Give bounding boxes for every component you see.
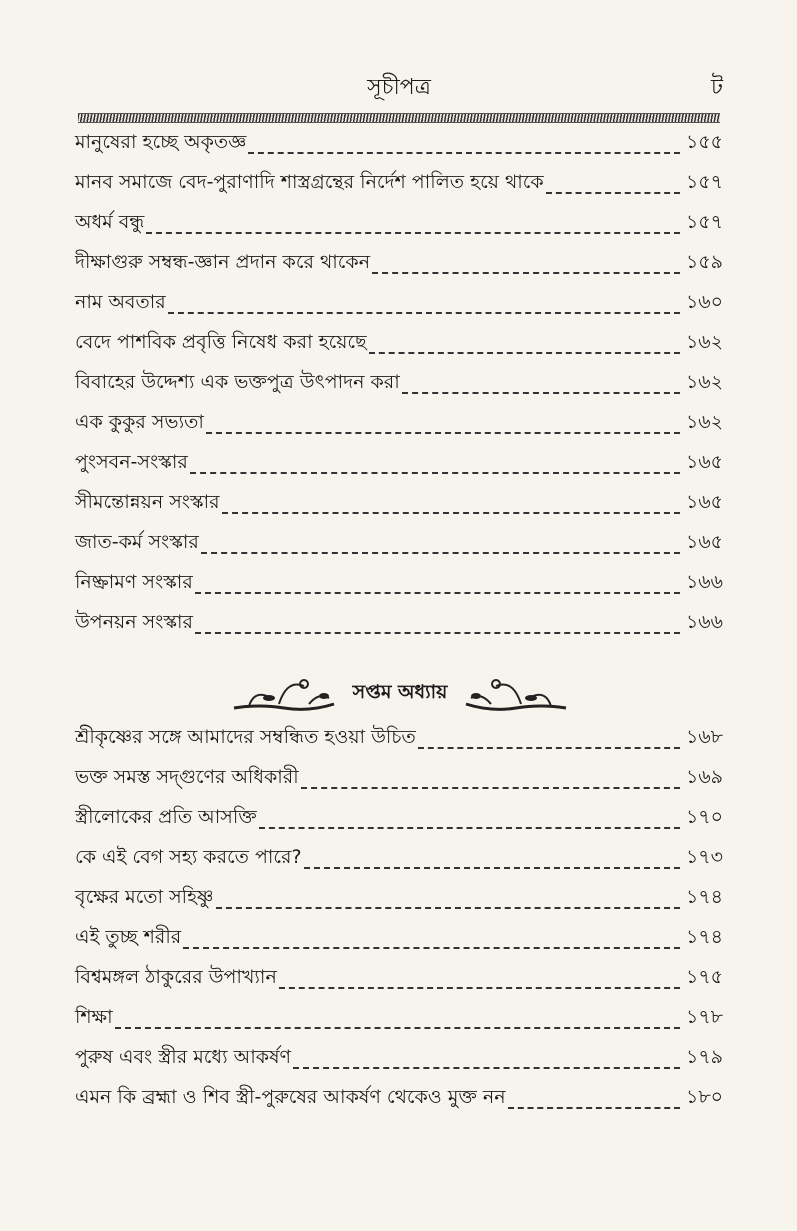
- toc-entry-title: কে এই বেগ সহ্য করতে পারে?: [75, 846, 302, 868]
- toc-entry: [75, 120, 723, 160]
- toc-entry-title: এক কুকুর সভ্যতা: [75, 411, 204, 433]
- toc-section-1: [75, 120, 723, 640]
- toc-entry: [75, 320, 723, 360]
- toc-entry-page: ১৬৬: [685, 571, 723, 593]
- toc-entry-title: স্ত্রীলোকের প্রতি আসক্তি: [75, 806, 257, 828]
- toc-entry-page: ১৭৫: [685, 966, 723, 988]
- toc-entry-page: ১৬২: [685, 371, 723, 393]
- dotted-leader: [168, 312, 680, 314]
- toc-entry: [75, 835, 723, 875]
- dotted-leader: [304, 867, 680, 869]
- dotted-leader: [183, 947, 680, 949]
- toc-entry-title: উপনয়ন সংস্কার: [75, 611, 193, 633]
- dotted-leader: [279, 987, 680, 989]
- toc-entry-page: ১৫৭: [685, 211, 723, 233]
- floral-ornament-right-icon: [461, 674, 571, 714]
- chapter-heading: [220, 672, 580, 716]
- toc-entry-title: বিবাহের উদ্দেশ্য এক ভক্তপুত্র উৎপাদন করা: [75, 371, 400, 393]
- toc-entry-page: ১৫৭: [685, 171, 723, 193]
- toc-entry-title: মানব সমাজে বেদ-পুরাণাদি শাস্ত্রগ্রন্থের নির্দেশ পালিত হয়ে থাকে: [75, 171, 544, 193]
- dotted-leader: [222, 512, 680, 514]
- dotted-leader: [546, 192, 680, 194]
- toc-entry: [75, 160, 723, 200]
- toc-entry-page: ১৬৯: [685, 766, 723, 788]
- toc-entry-title: শ্রীকৃষ্ণের সঙ্গে আমাদের সম্বন্ধিত হওয়া উচিত: [75, 726, 416, 748]
- dotted-leader: [508, 1107, 680, 1109]
- dotted-leader: [201, 552, 680, 554]
- toc-entry: [75, 280, 723, 320]
- toc-entry-page: ১৬০: [685, 291, 723, 313]
- page-header: [75, 70, 723, 104]
- dotted-leader: [301, 787, 680, 789]
- toc-entry-page: ১৬৫: [685, 531, 723, 553]
- dotted-leader: [190, 472, 680, 474]
- toc-entry-page: ১৬৬: [685, 611, 723, 633]
- toc-entry: [75, 915, 723, 955]
- dotted-leader: [206, 432, 680, 434]
- dotted-leader: [115, 1027, 680, 1029]
- toc-entry-title: পুরুষ এবং স্ত্রীর মধ্যে আকর্ষণ: [75, 1046, 292, 1068]
- toc-entry: [75, 955, 723, 995]
- dotted-leader: [146, 232, 680, 234]
- toc-entry: [75, 1075, 723, 1115]
- toc-entry-title: অধর্ম বন্ধু: [75, 211, 145, 233]
- dotted-leader: [369, 352, 680, 354]
- chapter-title: সপ্তম অধ্যায়: [352, 681, 448, 703]
- toc-entry-page: ১৫৫: [686, 131, 723, 153]
- toc-entry-page: ১৬৫: [685, 451, 723, 473]
- toc-entry: [75, 360, 723, 400]
- toc-entry-page: ১৭৮: [685, 1006, 723, 1028]
- toc-entry-title: জাত-কর্ম সংস্কার: [75, 531, 199, 553]
- dotted-leader: [195, 632, 680, 634]
- toc-entry: [75, 440, 723, 480]
- toc-entry: [75, 480, 723, 520]
- toc-entry-page: ১৭৩: [685, 846, 723, 868]
- toc-section-2: [75, 715, 723, 1115]
- toc-entry-page: ১৫৯: [686, 251, 723, 273]
- toc-entry: [75, 995, 723, 1035]
- toc-entry-page: ১৭৪: [685, 926, 723, 948]
- page-number-letter: ট: [711, 75, 723, 100]
- toc-entry: [75, 200, 723, 240]
- dotted-leader: [248, 152, 680, 154]
- toc-entry-title: ভক্ত সমস্ত সদ্‌গুণের অধিকারী: [75, 766, 299, 788]
- toc-entry-title: বেদে পাশবিক প্রবৃত্তি নিষেধ করা হয়েছে: [75, 331, 367, 353]
- toc-entry: [75, 520, 723, 560]
- toc-entry-title: এমন কি ব্রহ্মা ও শিব স্ত্রী-পুরুষের আকর্ষণ থেকেও মুক্ত নন: [75, 1086, 506, 1108]
- toc-entry-page: ১৭৯: [685, 1046, 723, 1068]
- toc-entry: [75, 795, 723, 835]
- toc-entry: [75, 1035, 723, 1075]
- toc-entry: [75, 600, 723, 640]
- page-title: সূচীপত্র: [367, 75, 431, 100]
- toc-entry-page: ১৬৮: [685, 726, 723, 748]
- dotted-leader: [216, 907, 680, 909]
- toc-entry: [75, 240, 723, 280]
- dotted-leader: [195, 592, 680, 594]
- toc-entry: [75, 875, 723, 915]
- dotted-leader: [293, 1067, 680, 1069]
- toc-entry-page: ১৬২: [685, 411, 723, 433]
- toc-entry: [75, 715, 723, 755]
- toc-entry-page: ১৭৪: [685, 886, 723, 908]
- toc-entry-title: পুংসবন-সংস্কার: [75, 451, 188, 473]
- toc-entry-title: সীমন্তোন্নয়ন সংস্কার: [75, 491, 220, 513]
- toc-entry-page: ১৭০: [685, 806, 723, 828]
- toc-entry-title: নাম অবতার: [75, 291, 166, 313]
- toc-entry: [75, 560, 723, 600]
- floral-ornament-left-icon: [229, 674, 339, 714]
- toc-entry: [75, 755, 723, 795]
- dotted-leader: [402, 392, 680, 394]
- toc-entry-page: ১৬২: [685, 331, 723, 353]
- toc-entry-title: বৃক্ষের মতো সহিষ্ণু: [75, 886, 214, 908]
- toc-entry: [75, 400, 723, 440]
- toc-entry-title: এই তুচ্ছ শরীর: [75, 926, 182, 948]
- toc-entry-page: ১৮০: [685, 1086, 723, 1108]
- toc-entry-title: মানুষেরা হচ্ছে অকৃতজ্ঞ: [75, 131, 247, 153]
- toc-entry-title: নিষ্ক্রামণ সংস্কার: [75, 571, 193, 593]
- toc-entry-title: শিক্ষা: [75, 1006, 113, 1028]
- dotted-leader: [372, 272, 680, 274]
- toc-entry-page: ১৬৫: [685, 491, 723, 513]
- dotted-leader: [259, 827, 680, 829]
- toc-entry-title: দীক্ষাগুরু সম্বন্ধ-জ্ঞান প্রদান করে থাকেন: [75, 251, 371, 273]
- toc-entry-title: বিশ্বমঙ্গল ঠাকুরের উপাখ্যান: [75, 966, 277, 988]
- dotted-leader: [418, 747, 680, 749]
